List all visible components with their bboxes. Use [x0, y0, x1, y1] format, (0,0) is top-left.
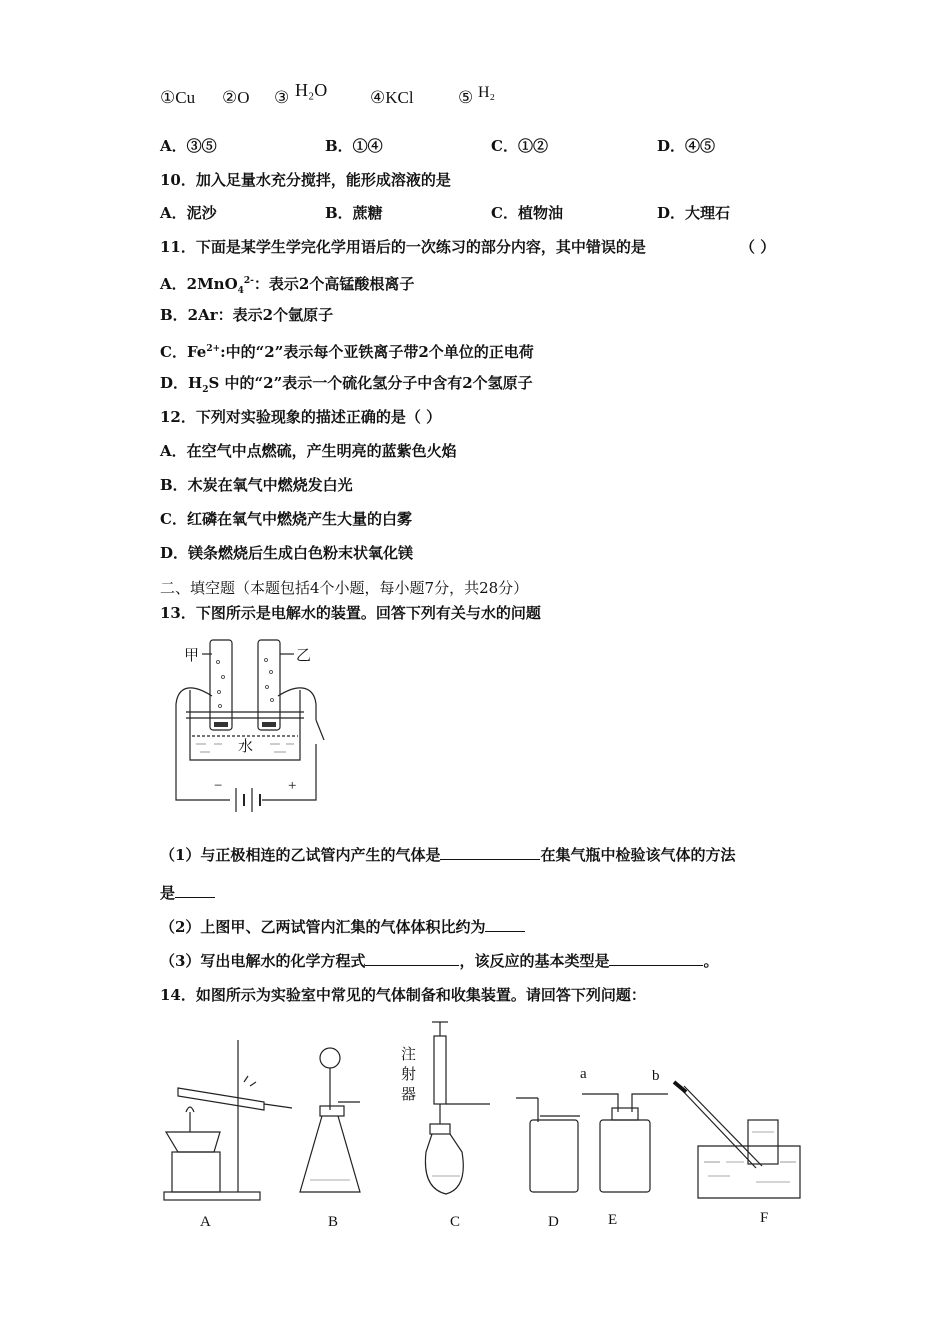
label-plus: +	[288, 778, 297, 794]
label-jia: 甲	[184, 648, 200, 664]
q12-option-c: C．红磷在氧气中燃烧产生大量的白雾	[160, 510, 412, 528]
q12-stem: 12．下列对实验现象的描述正确的是（ ）	[160, 408, 442, 426]
q12-option-a: A．在空气中点燃硫，产生明亮的蓝紫色火焰	[160, 442, 457, 460]
q10-option-b: B．蔗糖	[325, 204, 383, 222]
caption-b: B	[328, 1214, 339, 1230]
q11-option-a: A．2MnO$_4^{2-}$：表示2个高锰酸根离子	[160, 275, 415, 296]
label-water: 水	[238, 739, 254, 755]
caption-a: A	[200, 1214, 211, 1230]
q11-bracket: （ ）	[740, 238, 776, 256]
label-minus: −	[214, 778, 223, 794]
symbol-h2-num: ⑤	[458, 88, 474, 107]
caption-e: E	[608, 1212, 618, 1228]
q11-option-b: B．2Ar：表示2个氩原子	[160, 306, 334, 324]
symbol-h2: H₂	[478, 84, 496, 101]
q12-option-b: B．木炭在氧气中燃烧发白光	[160, 476, 353, 494]
q10-stem: 10．加入足量水充分搅拌，能形成溶液的是	[160, 171, 451, 189]
caption-c: C	[450, 1214, 461, 1230]
section-heading: 二、填空题（本题包括4个小题，每小题7分，共28分）	[160, 579, 529, 597]
label-b: b	[652, 1068, 660, 1084]
symbol-h2o: H₂O	[295, 80, 328, 100]
q14-stem: 14．如图所示为实验室中常见的气体制备和收集装置。请回答下列问题：	[160, 986, 646, 1004]
q13-part1-cont: 是	[160, 883, 215, 903]
q9-option-a: A．③⑤	[160, 137, 217, 155]
q12-option-d: D．镁条燃烧后生成白色粉末状氧化镁	[160, 544, 414, 562]
syringe-label: 注 射 器	[401, 1047, 417, 1103]
label-yi: 乙	[296, 648, 312, 664]
q9-option-c: C．①②	[491, 137, 548, 155]
q9-option-b: B．①④	[325, 137, 383, 155]
q10-option-d: D．大理石	[657, 204, 731, 222]
q10-option-c: C．植物油	[491, 204, 563, 222]
q9-option-d: D．④⑤	[657, 137, 716, 155]
symbol-o: ②O	[222, 88, 250, 107]
q13-part3: （3）写出电解水的化学方程式 ，该反应的基本类型是 。	[160, 952, 719, 970]
q11-stem: 11．下面是某学生学完化学用语后的一次练习的部分内容，其中错误的是	[160, 238, 646, 256]
q11-option-c: C．$Fe^{2+}$:中的“2”表示每个亚铁离子带2个单位的正电荷	[160, 343, 534, 361]
symbol-cu: ①Cu	[160, 88, 196, 107]
q13-part1: （1）与正极相连的乙试管内产生的气体是 在集气瓶中检验该气体的方法	[160, 846, 736, 864]
label-a: a	[580, 1066, 587, 1082]
q11-option-d: D．$H_2S$ 中的“2”表示一个硫化氢分子中含有2个氢原子	[160, 374, 533, 395]
symbol-kcl: ④KCl	[370, 88, 414, 107]
caption-f: F	[760, 1210, 769, 1226]
q10-option-a: A．泥沙	[160, 204, 217, 222]
gas-apparatus-diagram	[160, 1012, 810, 1212]
q13-stem: 13．下图所示是电解水的装置。回答下列有关与水的问题	[160, 604, 541, 622]
caption-d: D	[548, 1214, 559, 1230]
q13-part2: （2）上图甲、乙两试管内汇集的气体体积比约为	[160, 917, 525, 937]
symbol-h2o-num: ③	[274, 88, 290, 107]
